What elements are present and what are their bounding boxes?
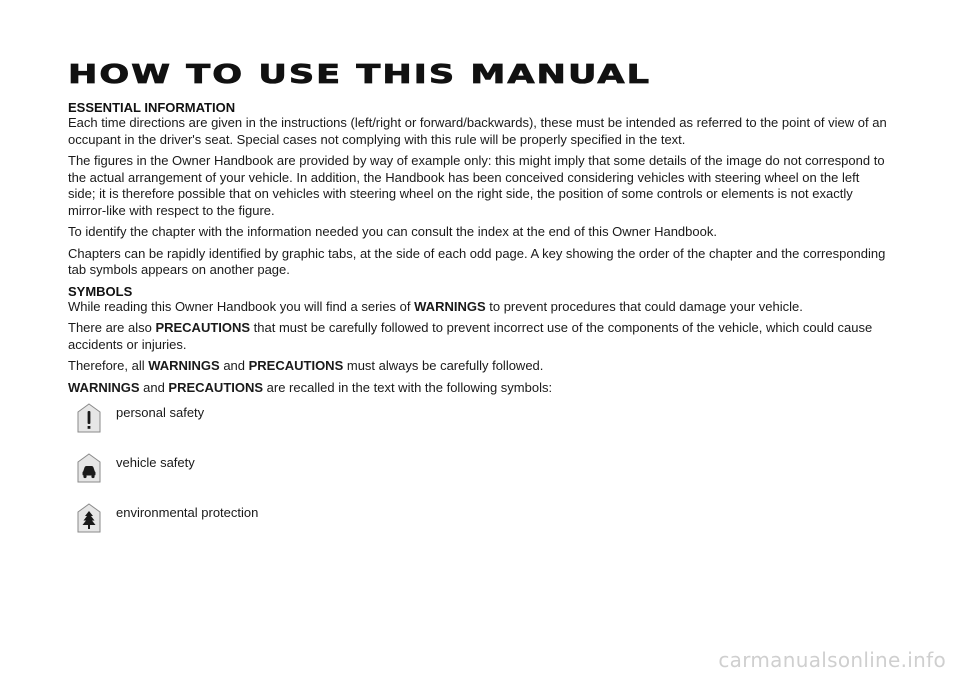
symbol-label: environmental protection (116, 505, 259, 520)
page-title: HOW TO USE THIS MANUAL (68, 60, 651, 90)
text: There are also (68, 320, 156, 335)
text: While reading this Owner Handbook you will find a series of (68, 298, 415, 314)
text: and (139, 379, 169, 395)
personal-safety-icon (76, 402, 102, 434)
symbols-heading: SYMBOLS (68, 283, 133, 299)
symbol-vehicle-safety (68, 452, 888, 502)
text: Therefore, all (68, 358, 149, 373)
watermark: carmanualsonline.info (718, 648, 946, 672)
paragraph-precautions (68, 320, 888, 353)
paragraph-followed (68, 358, 888, 375)
essential-information-heading: ESSENTIAL INFORMATION (68, 100, 236, 115)
paragraph-index: To identify the chapter with the information needed you can consult the index at the end of this Owner Handbook. (68, 224, 717, 239)
paragraph-directions: Each time directions are given in the instructions (left/right or forward/backwards), these must be intended as referred to the point of view of an occupant in the driver's seat. Special cases not complying with this rule will be properly specified in the text. (68, 115, 887, 147)
paragraph-warnings (68, 299, 888, 316)
symbol-label: vehicle safety (116, 455, 195, 470)
paragraph-tabs: Chapters can be rapidly identified by graphic tabs, at the side of each odd page. A key showing the order of the chapter and the corresponding tab symbols appears on another page. (68, 245, 886, 277)
warnings-keyword: WARNINGS (148, 358, 220, 373)
precautions-keyword: PRECAUTIONS (248, 358, 344, 373)
symbols-section (68, 284, 888, 553)
symbol-label: personal safety (116, 405, 205, 420)
warnings-keyword: WARNINGS (68, 379, 140, 395)
text: that must be carefully followed to prevent incorrect use of the components of the vehicle, which could cause accidents or injuries. (68, 320, 873, 352)
text: and (219, 358, 249, 373)
text: are recalled in the text with the following symbols: (263, 379, 553, 395)
paragraph-recalled (68, 380, 888, 397)
essential-information-section (68, 100, 888, 279)
warnings-keyword: WARNINGS (414, 298, 486, 314)
symbol-personal-safety (68, 402, 888, 452)
text: must always be carefully followed. (343, 358, 544, 373)
manual-page (68, 60, 888, 552)
vehicle-safety-icon (76, 452, 102, 484)
text: to prevent procedures that could damage your vehicle. (485, 298, 803, 314)
symbol-list (68, 402, 888, 552)
symbol-environmental-protection (68, 502, 888, 552)
paragraph-figures: The figures in the Owner Handbook are provided by way of example only: this might imply that some details of the image do not correspond to the actual arrangement of your vehicle. In addition, the Handbook has been conceived considering vehicles with steering wheel on the left side; it is therefore possible that on vehicles with steering wheel on the right side, the position of some controls or elements is not exactly mirror-like with respect to the figure. (68, 153, 885, 218)
precautions-keyword: PRECAUTIONS (168, 379, 264, 395)
precautions-keyword: PRECAUTIONS (155, 320, 251, 335)
environmental-protection-icon (76, 502, 102, 534)
